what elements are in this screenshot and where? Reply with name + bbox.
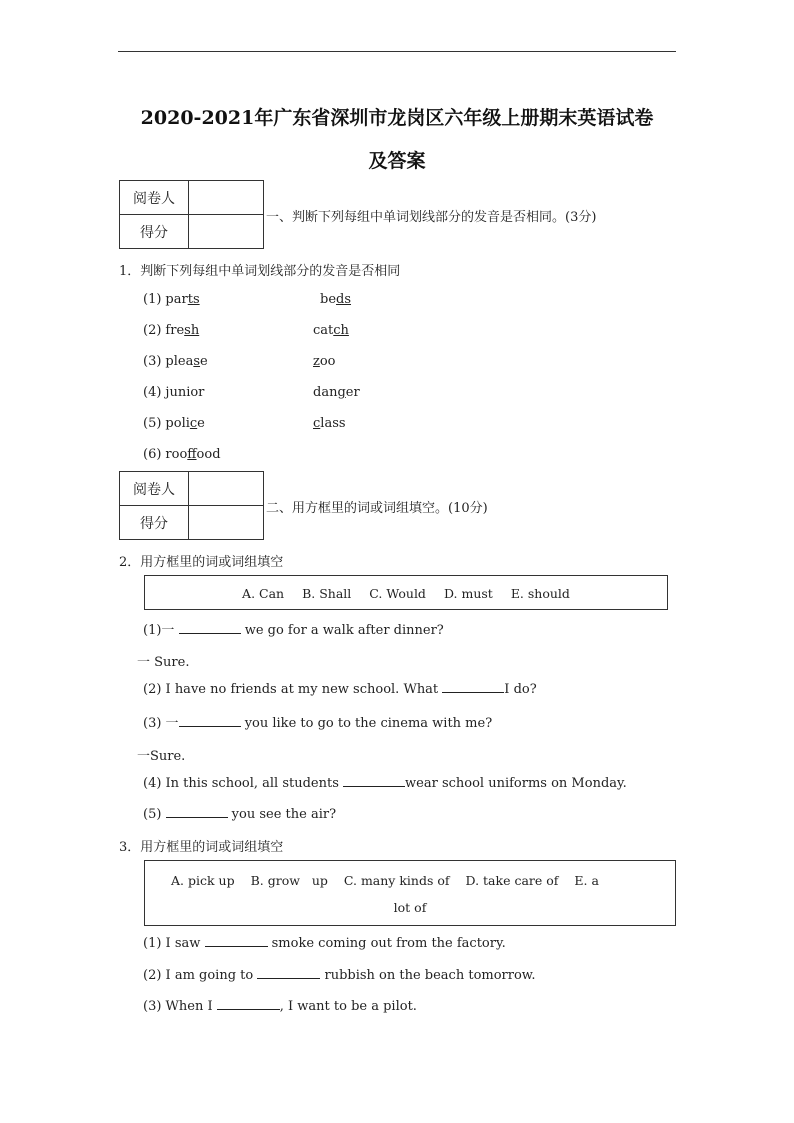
q3-option: D. take care of <box>465 873 559 888</box>
q3-option: B. grow up <box>250 873 328 888</box>
item-number: (3) <box>143 354 162 369</box>
item-number: (5) <box>143 416 162 431</box>
line-text: (2) I have no friends at my new school. What <box>143 682 443 697</box>
grader-table-1 <box>119 180 264 249</box>
q2-title: 2．用方框里的词或词组填空 <box>119 555 284 570</box>
item-number: (2) <box>143 323 162 338</box>
q3-option: C. many kinds of <box>343 873 450 888</box>
page-title: 2020-2021年广东省深圳市龙岗区六年级上册期末英语试卷 <box>140 107 654 129</box>
word-1 <box>165 323 199 338</box>
underlined-part: s <box>193 354 201 369</box>
word-2 <box>313 354 336 369</box>
q2-option: A. Can <box>242 586 285 601</box>
line-text: (3) When I <box>143 999 217 1014</box>
line-text: (5) <box>143 807 166 822</box>
score-blank <box>189 506 264 540</box>
word-part: e <box>200 354 208 369</box>
answer-blank <box>442 681 504 693</box>
underlined-part: sh <box>184 323 200 338</box>
word-2 <box>313 416 346 431</box>
q3-option: E. a <box>574 873 599 888</box>
word-part: roo <box>165 447 188 462</box>
line-text: I do? <box>504 682 537 697</box>
line-text: (1)一 <box>143 623 179 638</box>
score-blank <box>189 215 264 249</box>
answer-blank <box>257 967 320 979</box>
word-2 <box>313 385 360 400</box>
line-text: (2) I am going to <box>143 968 258 983</box>
underlined-part: ts <box>187 292 200 307</box>
q2-option: B. Shall <box>302 586 352 601</box>
word-part: e <box>197 416 205 431</box>
word-part: er <box>345 385 360 400</box>
answer-blank <box>166 806 228 818</box>
header-rule <box>118 51 676 52</box>
grader-label: 阅卷人 <box>120 181 189 215</box>
underlined-part: j <box>165 385 170 400</box>
word-part: ood <box>196 447 221 462</box>
line-text: (3) 一 <box>143 716 179 731</box>
line-text: you see the air? <box>227 807 337 822</box>
line-text: rubbish on the beach tomorrow. <box>320 968 536 983</box>
word-part: unior <box>169 385 205 400</box>
q2-options-box <box>144 575 668 610</box>
word-part: par <box>165 292 188 307</box>
word-part: oo <box>319 354 336 369</box>
q1-item <box>143 354 208 369</box>
section2-title: 二、用方框里的词或词组填空。(10分) <box>266 501 488 516</box>
page-title-line2: 及答案 <box>368 150 426 172</box>
word-1 <box>165 447 220 462</box>
line-text: (1) I saw <box>143 936 205 951</box>
underlined-part: g <box>337 385 346 400</box>
answer-blank <box>179 715 241 727</box>
grader-label: 阅卷人 <box>120 472 189 506</box>
word-1 <box>165 385 204 400</box>
line-text: 一 Sure. <box>137 655 190 670</box>
word-part: be <box>320 292 337 307</box>
item-number: (4) <box>143 385 162 400</box>
underlined-part: c <box>189 416 198 431</box>
word-part: cat <box>313 323 334 338</box>
underlined-part: ch <box>333 323 349 338</box>
grader-blank <box>189 181 264 215</box>
q1-title: 1．判断下列每组中单词划线部分的发音是否相同 <box>119 264 401 279</box>
q1-item <box>143 447 221 462</box>
q2-option: D. must <box>443 586 493 601</box>
line-text: , I want to be a pilot. <box>279 999 417 1014</box>
q2-line <box>137 745 185 764</box>
q1-item <box>143 292 200 307</box>
section1-title: 一、判断下列每组中单词划线部分的发音是否相同。(3分) <box>266 210 597 225</box>
answer-blank <box>217 998 280 1010</box>
q2-option: E. should <box>510 586 570 601</box>
word-part: fre <box>165 323 185 338</box>
word-part: dan <box>313 385 338 400</box>
line-text: (4) In this school, all students <box>143 776 344 791</box>
underlined-part: z <box>313 354 320 369</box>
q1-item <box>143 323 199 338</box>
q3-option-continued: lot of <box>393 900 427 915</box>
underlined-part: c <box>313 416 321 431</box>
q1-item <box>143 416 205 431</box>
item-number: (1) <box>143 292 162 307</box>
line-text: smoke coming out from the factory. <box>267 936 506 951</box>
grader-table-2 <box>119 471 264 540</box>
q2-line <box>143 806 336 822</box>
q3-options-box <box>144 860 676 926</box>
line-text: you like to go to the cinema with me? <box>240 716 493 731</box>
q3-line <box>143 967 536 983</box>
word-1 <box>165 292 199 307</box>
q2-option: C. Would <box>369 586 426 601</box>
answer-blank <box>179 622 241 634</box>
underlined-part: ff <box>187 447 197 462</box>
word-part: lass <box>320 416 346 431</box>
q3-option: A. pick up <box>171 873 235 888</box>
item-number: (6) <box>143 447 162 462</box>
word-1 <box>165 416 204 431</box>
q2-line <box>143 775 627 791</box>
word-2 <box>313 323 349 338</box>
score-label: 得分 <box>120 506 189 540</box>
word-1 <box>165 354 207 369</box>
line-text: wear school uniforms on Monday. <box>405 776 627 791</box>
score-label: 得分 <box>120 215 189 249</box>
q3-line <box>143 935 506 951</box>
line-text: we go for a walk after dinner? <box>240 623 444 638</box>
q2-line <box>143 681 537 697</box>
line-text: 一Sure. <box>137 749 186 764</box>
word-part: poli <box>165 416 190 431</box>
q3-line <box>143 998 417 1014</box>
q3-title: 3．用方框里的词或词组填空 <box>119 840 284 855</box>
q2-line <box>143 712 492 731</box>
word-part: plea <box>165 354 194 369</box>
q2-line <box>143 619 444 638</box>
grader-blank <box>189 472 264 506</box>
q2-line <box>137 651 189 670</box>
answer-blank <box>343 775 405 787</box>
answer-blank <box>205 935 268 947</box>
underlined-part: ds <box>336 292 352 307</box>
q1-item <box>143 385 204 400</box>
word-2 <box>320 292 351 307</box>
